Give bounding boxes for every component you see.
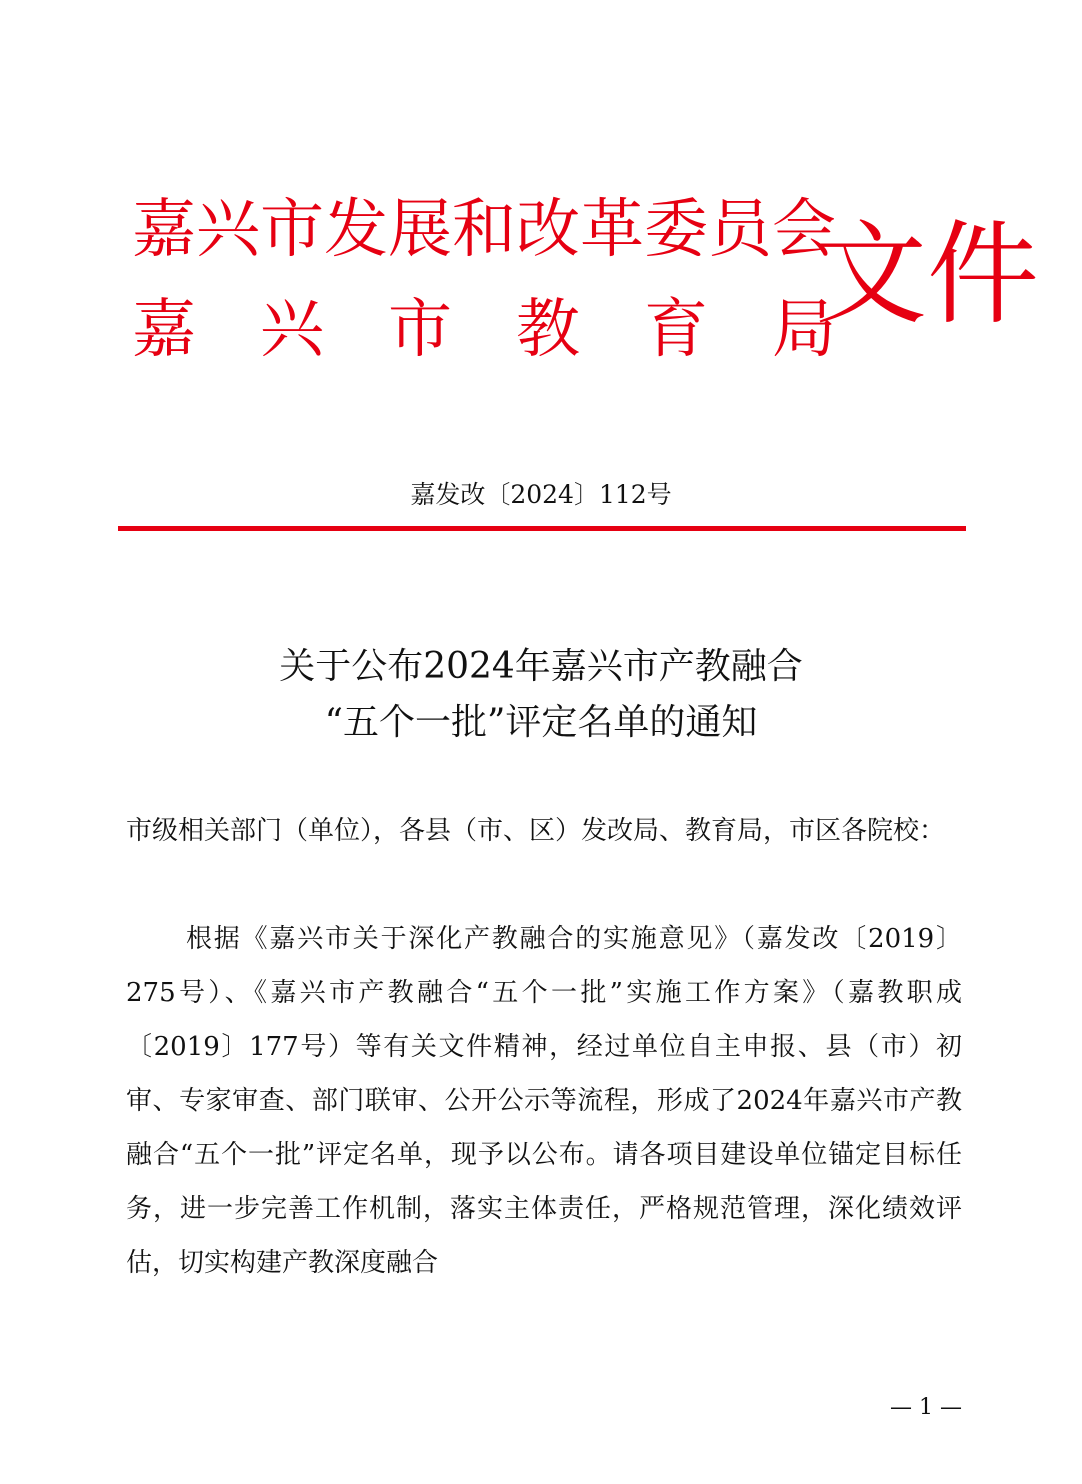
document-type-label: 文件 — [815, 210, 1039, 340]
notice-title-line-2: “五个一批”评定名单的通知 — [324, 702, 758, 743]
red-divider-line — [118, 526, 966, 531]
salutation: 市级相关部门（单位），各县（市、区）发改局、教育局，市区各院校： — [126, 816, 946, 846]
document-number: 嘉发改〔2024〕112号 — [410, 480, 672, 509]
page-number: — 1 — — [890, 1395, 962, 1420]
agency-name-education-bureau: 嘉 兴 市 教 育 局 — [132, 293, 836, 367]
notice-title-line-1: 关于公布2024年嘉兴市产教融合 — [279, 646, 803, 687]
body-paragraph: 根据《嘉兴市关于深化产教融合的实施意见》（嘉发改〔2019〕275号）、《嘉兴市产教融合“五个一批”实施工作方案》（嘉教职成〔2019〕177号）等有关文件精神，经过单位自主申报、县（市）初审、专家审查、部门联审、公开公示等流程，形成了2024年嘉兴市产教融合“五个一批”评定名单，现予以公布。请各项目建设单位锚定目标任务，进一步完善工作机制，落实主体责任，严格规范管理，深化绩效评估，切实构建产教深度融合 — [126, 924, 962, 1278]
agency-name-development-reform: 嘉兴市发展和改革委员会 — [132, 193, 836, 267]
